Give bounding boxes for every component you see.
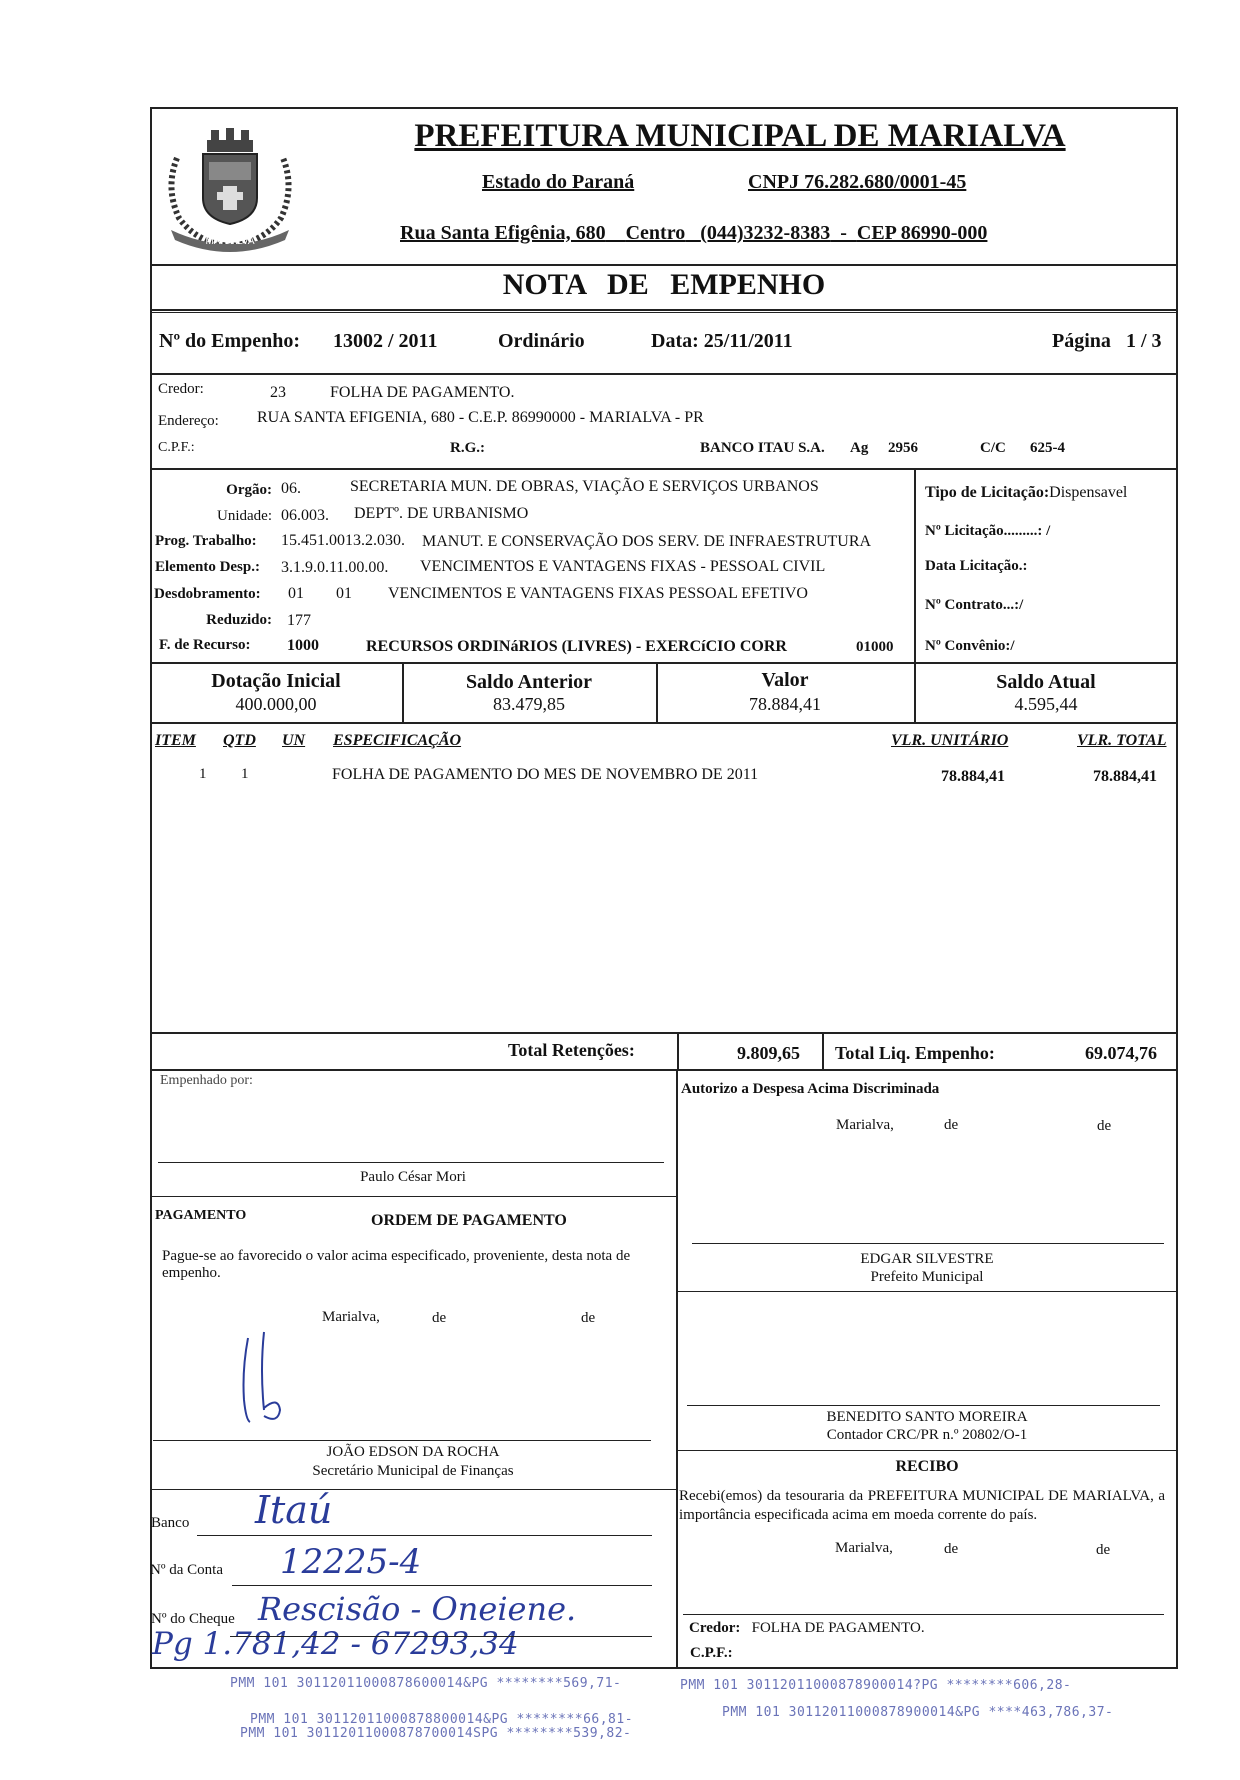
licitacao-tipo [925,484,1127,502]
bank-stamp-3: PMM 101 30112011000878800014&PG ********66,81- [250,1712,634,1727]
prefeito-title: Prefeito Municipal [870,1269,984,1285]
col-vlr-unitario-header: VLR. UNITÁRIO [891,732,1009,749]
recibo-text: Recebi(emos) da tesouraria da PREFEITURA MUNICIPAL DE MARIALVA, a importância especificada acima em moeda corrente do país. [679,1488,1165,1523]
desdobramento-desc: VENCIMENTOS E VANTAGENS FIXAS PESSOAL EFETIVO [388,585,808,602]
retencoes-value: 9.809,65 [737,1043,800,1063]
recurso-label: F. de Recurso: [159,637,251,653]
desdobramento-code-1: 01 [288,585,304,602]
ordem-de-1: de [432,1310,447,1326]
conta-label: Nº da Conta [150,1562,223,1578]
col-qtd-header: QTD [223,732,256,749]
recurso-code-2: 01000 [856,639,894,655]
liquido-label: Total Liq. Empenho: [835,1043,995,1063]
recurso-code: 1000 [287,637,319,654]
desdobramento-code-2: 01 [336,585,352,602]
recibo-title: RECIBO [895,1458,959,1475]
header-address: Rua Santa Efigênia, 680 Centro (044)3232-8383 - CEP 86990-000 [400,222,988,244]
prog-code: 15.451.0013.2.030. [281,532,405,549]
recibo-credor-label: Credor: [689,1620,741,1636]
header-phone: (044)3232-8383 [700,222,831,244]
convenio-number: Nº Convênio:/ [925,638,1015,654]
col-vlr-total-header: VLR. TOTAL [1077,732,1167,749]
bank-stamp-5: PMM 101 30112011000878700014SPG ********539,82- [240,1726,632,1741]
header-street: Rua Santa Efigênia, 680 [400,222,606,244]
coat-of-arms-icon [157,118,303,256]
empenho-number: 13002 / 2011 [333,330,438,352]
liquido-value: 69.074,76 [1085,1043,1157,1063]
agency-label: Ag [850,440,869,456]
banco-label: Banco [151,1515,190,1531]
ordem-de-2: de [581,1310,596,1326]
header-cep: CEP 86990-000 [856,222,988,244]
header-title: PREFEITURA MUNICIPAL DE MARIALVA [414,118,1066,154]
credor-code: 23 [270,384,286,401]
col-especificacao-header: ESPECIFICAÇÃO [333,732,462,749]
item-number: 1 [199,766,207,782]
pague-text: Pague-se ao favorecido o valor acima especificado, proveniente, desta nota de empenho. [162,1248,631,1281]
endereco-value: RUA SANTA EFIGENIA, 680 - C.E.P. 86990000 - MARIALVA - PR [257,409,704,426]
credor-label: Credor: [158,381,204,397]
header-cnpj: CNPJ 76.282.680/0001-45 [748,171,967,193]
dotacao-value: 400.000,00 [235,694,317,714]
cheque-handwritten: Rescisão - Oneiene. [258,1590,577,1628]
payment-handwritten: Pg 1.781,42 - 67293,34 [152,1626,519,1662]
contador-title: Contador CRC/PR n.º 20802/O-1 [826,1427,1028,1443]
rg-label: R.G.: [450,440,485,456]
empenhado-por-label: Empenhado por: [160,1073,253,1088]
secretario-name: JOÃO EDSON DA ROCHA [326,1444,500,1460]
header-district: Centro [625,222,686,244]
endereco-label: Endereço: [158,413,219,429]
valor-label: Valor [761,669,809,691]
autorizo-city: Marialva, [836,1117,894,1133]
unidade-desc: DEPTº. DE URBANISMO [354,505,529,522]
empenhado-por-name: Paulo César Mori [360,1169,466,1185]
cheque-label: Nº do Cheque [151,1611,235,1627]
retencoes-label: Total Retenções: [508,1040,635,1060]
reduzido-value: 177 [287,612,311,629]
prog-desc: MANUT. E CONSERVAÇÃO DOS SERV. DE INFRAESTRUTURA [422,533,872,550]
item-qtd: 1 [241,766,249,782]
orgao-code: 06. [281,480,301,497]
unidade-label: Unidade: [217,508,272,524]
saldo-anterior-value: 83.479,85 [493,694,565,714]
account-label: C/C [980,440,1006,456]
elemento-code: 3.1.9.0.11.00.00. [281,559,389,576]
col-un-header: UN [282,732,306,749]
empenho-type: Ordinário [498,330,585,352]
banco-handwritten: Itaú [255,1488,333,1532]
elemento-label: Elemento Desp.: [155,559,260,575]
orgao-label: Orgão: [226,482,272,498]
recibo-city: Marialva, [835,1540,893,1556]
licitacao-data: Data Licitação.: [925,558,1028,574]
desdobramento-label: Desdobramento: [154,586,261,602]
bank-stamp-4: PMM 101 30112011000878900014&PG ****463,786,37- [722,1705,1114,1720]
conta-handwritten: 12225-4 [280,1542,422,1582]
doc-title: NOTA DE EMPENHO [502,268,826,301]
licitacao-tipo-value: Dispensavel [1049,484,1128,501]
autorizo-label: Autorizo a Despesa Acima Discriminada [681,1081,940,1097]
header-state: Estado do Paraná [482,171,635,193]
licitacao-numero: Nº Licitação.........: / [925,523,1051,539]
elemento-desc: VENCIMENTOS E VANTAGENS FIXAS - PESSOAL CIVIL [420,558,826,575]
empenho-number-label: Nº do Empenho: [159,330,301,352]
valor-value: 78.884,41 [749,694,821,714]
unidade-code: 06.003. [281,507,329,524]
contador-name: BENEDITO SANTO MOREIRA [826,1409,1028,1425]
page-label: Página [1052,330,1111,352]
item-especificacao: FOLHA DE PAGAMENTO DO MES DE NOVEMBRO DE 2011 [332,766,759,783]
pagamento-label: PAGAMENTO [155,1208,247,1223]
saldo-anterior-label: Saldo Anterior [465,671,593,693]
prog-label: Prog. Trabalho: [155,533,257,549]
item-vlr-unitario: 78.884,41 [941,768,1005,785]
handwritten-signature [230,1330,300,1430]
credor-name: FOLHA DE PAGAMENTO. [330,384,515,401]
secretario-title: Secretário Municipal de Finanças [312,1463,514,1479]
saldo-atual-label: Saldo Atual [996,671,1096,693]
ordem-pagamento-title: ORDEM DE PAGAMENTO [371,1212,567,1229]
ordem-city: Marialva, [322,1309,380,1325]
page-number: 1 / 3 [1126,330,1162,352]
recibo-cpf-label: C.P.F.: [690,1645,733,1661]
saldo-atual-value: 4.595,44 [1014,694,1078,714]
orgao-desc: SECRETARIA MUN. DE OBRAS, VIAÇÃO E SERVIÇOS URBANOS [350,478,819,495]
agency-number: 2956 [888,440,918,456]
contrato-number: Nº Contrato...:/ [925,597,1024,613]
recibo-de-1: de [944,1541,959,1557]
bank-stamp-1: PMM 101 30112011000878600014&PG ********569,71- [230,1676,622,1691]
item-vlr-total: 78.884,41 [1093,768,1157,785]
account-number: 625-4 [1030,440,1065,456]
seal-text: MARIALVA [205,236,255,247]
recibo-de-2: de [1096,1542,1111,1558]
autorizo-de-2: de [1097,1118,1112,1134]
recibo-credor [689,1620,925,1637]
dotacao-label: Dotação Inicial [211,670,341,692]
reduzido-label: Reduzido: [206,612,272,628]
prefeito-name: EDGAR SILVESTRE [860,1251,994,1267]
empenho-date: Data: 25/11/2011 [651,330,793,352]
signature-mark-icon [230,1330,300,1430]
recurso-desc: RECURSOS ORDINáRIOS (LIVRES) - EXERCíCIO CORR [366,638,787,655]
cpf-label: C.P.F.: [158,440,195,455]
municipal-seal [157,118,303,256]
bank-stamp-2: PMM 101 30112011000878900014?PG ********606,28- [680,1678,1072,1693]
recibo-credor-value: FOLHA DE PAGAMENTO. [751,1620,925,1636]
col-item-header: ITEM [155,732,196,749]
autorizo-de-1: de [944,1117,959,1133]
licitacao-tipo-label: Tipo de Licitação: [925,484,1050,501]
bank-name: BANCO ITAU S.A. [700,440,825,456]
